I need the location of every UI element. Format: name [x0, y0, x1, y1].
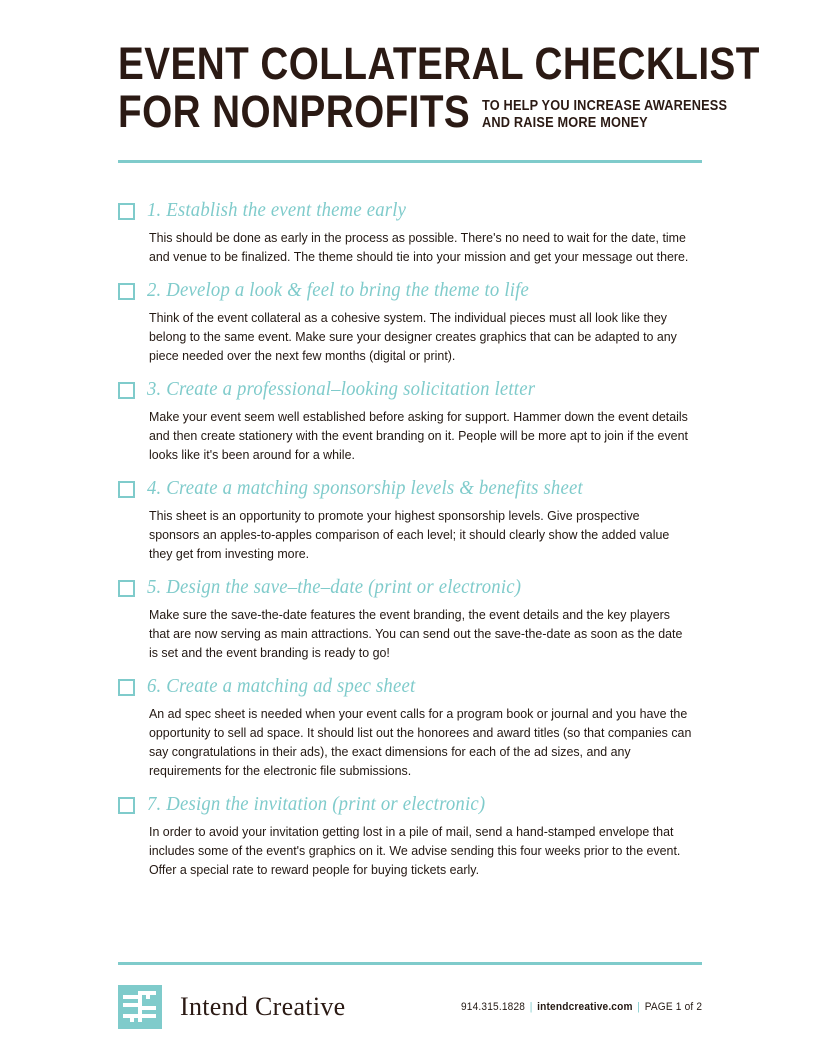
checklist-item-body: Make your event seem well established before asking for support. Hammer down the event details and then create stationery with the event branding on it. People will be more apt to join if the event looks like it's been around for a while. [149, 409, 688, 462]
website-link[interactable]: intendcreative.com [536, 1001, 633, 1013]
document-footer [118, 985, 702, 1029]
page-number-label: PAGE 1 of 2 [644, 1001, 702, 1013]
checklist-item [118, 794, 702, 879]
checklist-item-title: 1. Establish the event theme early [147, 200, 407, 221]
page-subtitle [482, 98, 727, 136]
checklist-item [118, 478, 702, 563]
checklist-item-header [118, 478, 702, 499]
checklist-item-body: This sheet is an opportunity to promote your highest sponsorship levels. Give prospective sponsors an apples-to-apples comparison of each level; it should clearly show the added value they get from investing more. [149, 508, 670, 561]
checklist-item-body: An ad spec sheet is needed when your event calls for a program book or journal and you have the opportunity to sell ad space. It should list out the honorees and award titles (so that companies can say congratulations in their ads), the exact dimensions for each of the ad sizes, and any requirements for the electronic file submissions. [149, 706, 692, 778]
title-row-secondary [118, 86, 727, 137]
checklist-item-header [118, 577, 702, 598]
checklist-item [118, 280, 702, 365]
footer-separator: | [529, 1001, 533, 1013]
header-divider [118, 160, 702, 163]
checklist-item-body: Make sure the save-the-date features the event branding, the event details and the key players that are now serving as main attractions. You can send out the save-the-date as soon as the date is set and the event branding is ready to go! [149, 607, 683, 660]
checklist-item-header [118, 794, 702, 815]
checklist-item [118, 379, 702, 464]
checklist-item-title: 5. Design the save–the–date (print or electronic) [147, 577, 522, 598]
checkbox-icon[interactable] [118, 382, 135, 399]
checklist-item-title: 4. Create a matching sponsorship levels & benefits sheet [147, 478, 583, 499]
document-header [118, 38, 760, 137]
brand-wordmark: Intend Creative [180, 992, 346, 1021]
page-subtitle-line-1: TO HELP YOU INCREASE AWARENESS [481, 98, 727, 114]
footer-contact-info [461, 1001, 702, 1013]
checklist-item [118, 676, 702, 780]
checklist-item-title: 6. Create a matching ad spec sheet [147, 676, 416, 697]
checklist-item-header [118, 200, 702, 221]
checkbox-icon[interactable] [118, 580, 135, 597]
checklist-item-title: 3. Create a professional–looking solicitation letter [147, 379, 536, 400]
checklist-item-body: In order to avoid your invitation getting lost in a pile of mail, send a hand-stamped envelope that includes some of the event's graphics on it. We advise sending this four weeks prior to the event. Offer a special rate to reward people for buying tickets early. [149, 824, 681, 877]
intend-creative-logo-icon [118, 985, 162, 1029]
page-title-line-1: EVENT COLLATERAL CHECKLIST [118, 38, 760, 89]
checklist-item-header [118, 379, 702, 400]
checklist-item-header [118, 280, 702, 301]
title-block [118, 38, 760, 137]
checklist-item [118, 577, 702, 662]
phone-number: 914.315.1828 [460, 1001, 525, 1013]
checkbox-icon[interactable] [118, 203, 135, 220]
checkbox-icon[interactable] [118, 481, 135, 498]
checklist-item [118, 200, 702, 266]
checklist-item-body: Think of the event collateral as a cohesive system. The individual pieces must all look like they belong to the same event. Make sure your designer creates graphics that can be adapted to any piece needed over the next few months (digital or print). [149, 310, 677, 363]
footer-divider [118, 962, 702, 965]
checklist-item-title: 7. Design the invitation (print or electronic) [147, 794, 486, 815]
checklist-item-body: This should be done as early in the process as possible. There's no need to wait for the date, time and venue to be finalized. The theme should tie into your mission and get your message out there. [149, 230, 689, 264]
checklist-item-title: 2. Develop a look & feel to bring the theme to life [147, 280, 530, 301]
checklist [118, 200, 702, 893]
checkbox-icon[interactable] [118, 797, 135, 814]
page-title-line-2: FOR NONPROFITS [118, 86, 471, 137]
checklist-item-header [118, 676, 702, 697]
page-subtitle-line-2: AND RAISE MORE MONEY [481, 114, 648, 131]
checkbox-icon[interactable] [118, 283, 135, 300]
footer-separator: | [637, 1001, 640, 1013]
checkbox-icon[interactable] [118, 679, 135, 696]
